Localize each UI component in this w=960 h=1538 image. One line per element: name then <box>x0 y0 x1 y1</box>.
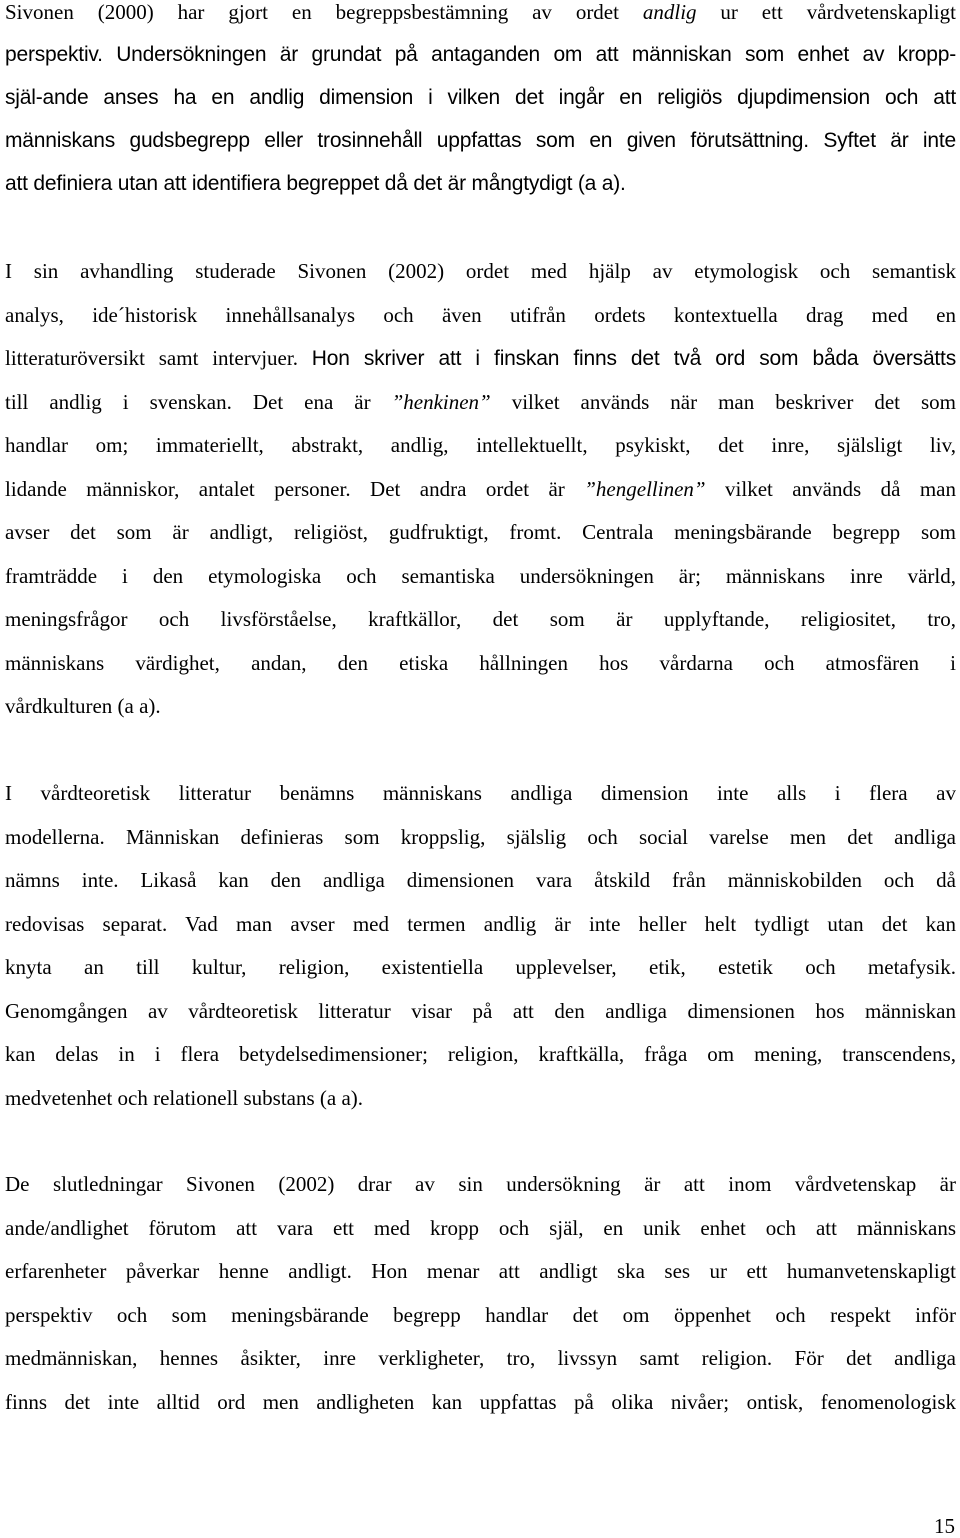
paragraph-line: De slutledningar Sivonen (2002) drar av sin undersökning är att inom vårdvetenskap är <box>5 1172 956 1196</box>
paragraph-line: avser det som är andligt, religiöst, gudfruktigt, fromt. Centrala meningsbärande begrepp som <box>5 520 957 544</box>
paragraph-line: perspektiv och som meningsbärande begrepp handlar det om öppenhet och respekt inför <box>5 1303 956 1327</box>
paragraph-line: till andlig i svenskan. Det ena är ”henkinen” vilket används när man beskriver det som <box>5 390 956 414</box>
paragraph-line: I sin avhandling studerade Sivonen (2002) ordet med hjälp av etymologisk och semantisk <box>5 259 956 283</box>
paragraph-line: lidande människor, antalet personer. Det andra ordet är ”hengellinen” vilket används då man <box>5 477 956 501</box>
paragraph-line: ande/andlighet förutom att vara ett med kropp och själ, en unik enhet och att människans <box>5 1216 956 1240</box>
paragraph-line: litteraturöversikt samt intervjuer. Hon skriver att i finskan finns det två ord som båda översätts <box>5 346 956 370</box>
paragraph-line: Genomgången av vårdteoretisk litteratur visar på att den andliga dimensionen hos människan <box>5 999 956 1023</box>
paragraph-line: redovisas separat. Vad man avser med termen andlig är inte heller helt tydligt utan det kan <box>5 912 956 936</box>
paragraph-line: handlar om; immateriellt, abstrakt, andlig, intellektuellt, psykiskt, det inre, själsligt liv, <box>5 433 956 457</box>
paragraph-line: att definiera utan att identifiera begreppet då det är mångtydigt (a a). <box>5 172 626 195</box>
paragraph-line: knyta an till kultur, religion, existentiella upplevelser, etik, estetik och metafysik. <box>5 955 956 979</box>
paragraph-line: perspektiv. Undersökningen är grundat på antaganden om att människan som enhet av kropp- <box>5 43 956 66</box>
paragraph-line: själ-ande anses ha en andlig dimension i vilken det ingår en religiös djupdimension och att <box>5 86 956 109</box>
paragraph-line: Sivonen (2000) har gjort en begreppsbestämning av ordet andlig ur ett vårdvetenskapligt <box>5 0 956 24</box>
paragraph-line: kan delas in i flera betydelsedimensioner; religion, kraftkälla, fråga om mening, transcendens, <box>5 1042 956 1066</box>
paragraph-line: finns det inte alltid ord men andligheten kan uppfattas på olika nivåer; ontisk, fenomenologisk <box>5 1390 956 1414</box>
page-number: 15 <box>934 1514 955 1538</box>
paragraph-line: vårdkulturen (a a). <box>5 694 161 718</box>
paragraph-line: människans värdighet, andan, den etiska hållningen hos vårdarna och atmosfären i <box>5 651 956 675</box>
paragraph-line: meningsfrågor och livsförståelse, kraftkällor, det som är upplyftande, religiositet, tro, <box>5 607 956 631</box>
paragraph-line: erfarenheter påverkar henne andligt. Hon menar att andligt ska ses ur ett humanvetenskapligt <box>5 1259 956 1283</box>
paragraph-line: I vårdteoretisk litteratur benämns människans andliga dimension inte alls i flera av <box>5 781 956 805</box>
paragraph-line: medmänniskan, hennes åsikter, inre verkligheter, tro, livssyn samt religion. För det andliga <box>5 1346 956 1370</box>
paragraph-line: nämns inte. Likaså kan den andliga dimensionen vara åtskild från människobilden och då <box>5 868 956 892</box>
paragraph-line: framträdde i den etymologiska och semantiska undersökningen är; människans inre värld, <box>5 564 956 588</box>
paragraph-line: analys, ide´historisk innehållsanalys och även utifrån ordets kontextuella drag med en <box>5 303 956 327</box>
paragraph-line: medvetenhet och relationell substans (a a). <box>5 1086 364 1110</box>
paragraph-line: människans gudsbegrepp eller trosinnehåll uppfattas som en given förutsättning. Syftet är inte <box>5 129 956 152</box>
paragraph-line: modellerna. Människan definieras som kroppslig, själslig och social varelse men det andliga <box>5 825 956 849</box>
